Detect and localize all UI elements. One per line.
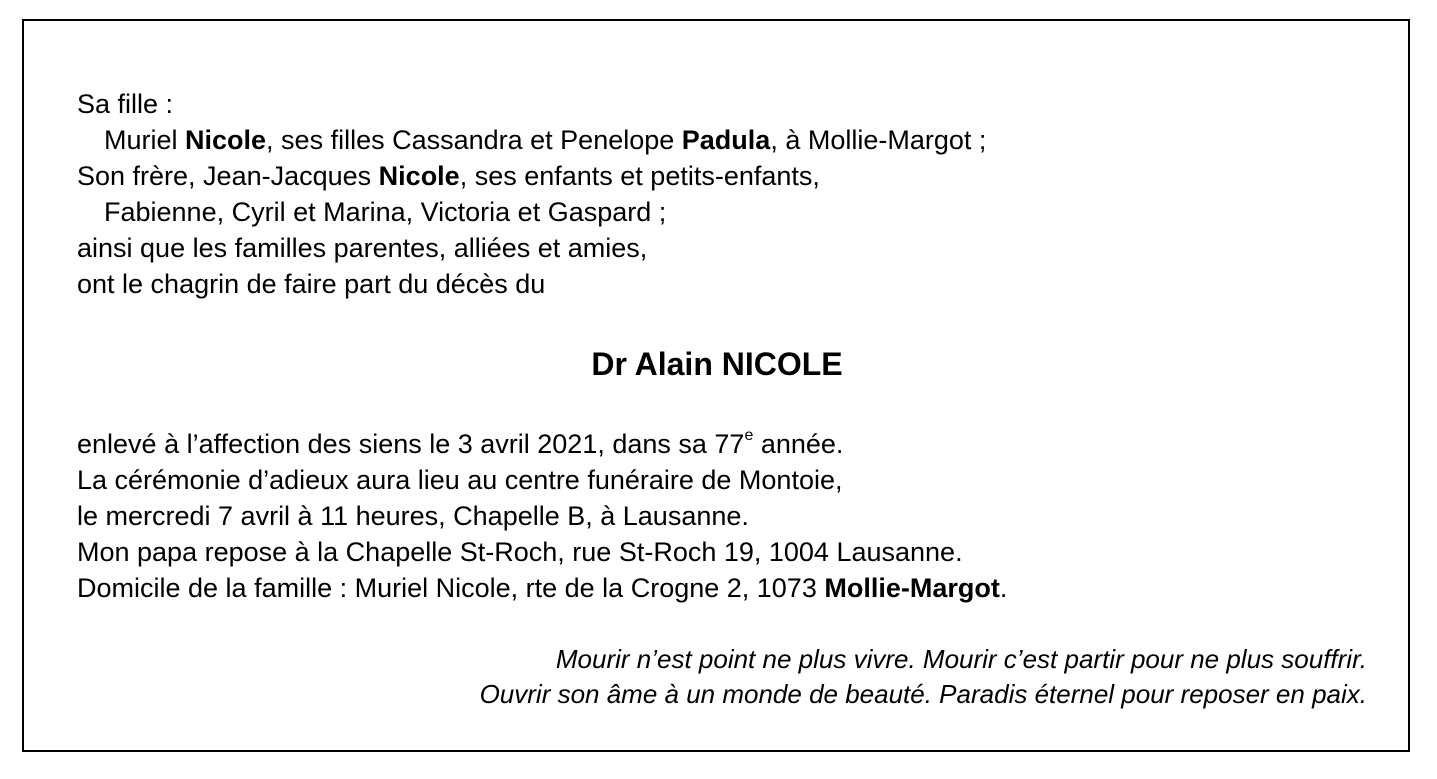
surname-bold: Nicole: [378, 161, 460, 191]
families-line: ainsi que les familles parentes, alliées et amies,: [77, 233, 648, 263]
announce-line: ont le chagrin de faire part du décès du: [77, 269, 546, 299]
daughter-heading: Sa fille :: [77, 89, 174, 119]
rest-line: Mon papa repose à la Chapelle St-Roch, rue St-Roch 19, 1004 Lausanne.: [77, 537, 963, 567]
brother-line: Son frère, Jean-Jacques Nicole, ses enfants et petits-enfants,: [77, 161, 820, 191]
deceased-name: Dr Alain NICOLE: [591, 346, 843, 382]
death-line: enlevé à l’affection des siens le 3 avril 2021, dans sa 77e année.: [77, 427, 844, 459]
locality-bold: Mollie-Margot: [824, 573, 1000, 603]
ceremony-line: La cérémonie d’adieux aura lieu au centre funéraire de Montoie,: [77, 465, 843, 495]
date-line: le mercredi 7 avril à 11 heures, Chapelle B, à Lausanne.: [77, 501, 749, 531]
surname-bold: Padula: [681, 125, 771, 155]
domicile-line: Domicile de la famille : Muriel Nicole, rte de la Crogne 2, 1073 Mollie-Margot.: [77, 573, 1008, 603]
quote-line-2: Ouvrir son âme à un monde de beauté. Paradis éternel pour reposer en paix.: [479, 679, 1367, 709]
quote-block: [77, 642, 1367, 712]
ordinal-suffix: e: [744, 427, 754, 444]
surname-bold: Nicole: [185, 125, 267, 155]
children-line: Fabienne, Cyril et Marina, Victoria et Gaspard ;: [104, 197, 667, 227]
daughter-line: Muriel Nicole, ses filles Cassandra et Penelope Padula, à Mollie-Margot ;: [104, 125, 987, 155]
obituary-notice: [77, 86, 1367, 712]
quote-line-1: Mourir n’est point ne plus vivre. Mourir c’est partir pour ne plus souffrir.: [555, 644, 1367, 674]
